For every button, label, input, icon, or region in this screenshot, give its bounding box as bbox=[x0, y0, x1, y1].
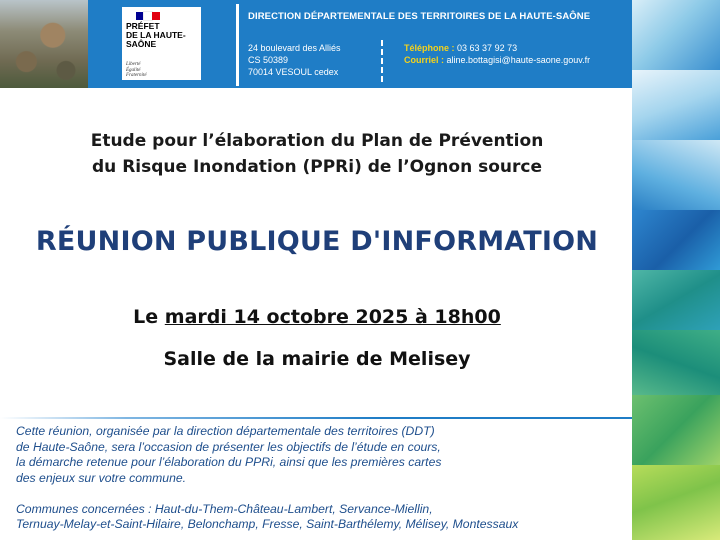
email-value[interactable]: aline.bottagisi@haute-saone.gouv.fr bbox=[446, 55, 591, 65]
decorative-mosaic bbox=[632, 0, 720, 540]
study-title bbox=[40, 128, 594, 180]
dotted-separator bbox=[381, 40, 383, 82]
town-photo bbox=[0, 0, 88, 88]
mosaic-tile bbox=[632, 270, 720, 330]
date-prefix: Le bbox=[133, 306, 159, 328]
note-spacer bbox=[16, 486, 626, 502]
section-rule bbox=[0, 417, 632, 419]
address-line: 24 boulevard des Alliés bbox=[248, 43, 341, 53]
mosaic-tile bbox=[632, 140, 720, 210]
phone-label: Téléphone : bbox=[404, 43, 455, 53]
address-line: 70014 VESOUL cedex bbox=[248, 67, 339, 77]
prefet-logo bbox=[122, 7, 201, 80]
republic-motto: Liberté Égalité Fraternité bbox=[126, 62, 147, 78]
email-label: Courriel : bbox=[404, 55, 445, 65]
postal-address bbox=[248, 42, 341, 78]
mosaic-tile bbox=[632, 70, 720, 140]
mosaic-tile bbox=[632, 0, 720, 70]
mosaic-tile bbox=[632, 465, 720, 540]
note-line: de Haute-Saône, sera l’occasion de présenter les objectifs de l’étude en cours, bbox=[16, 439, 441, 454]
meeting-headline: RÉUNION PUBLIQUE D'INFORMATION bbox=[35, 226, 599, 257]
note-line: la démarche retenue pour l’élaboration du PPRi, ainsi que les premières cartes bbox=[16, 455, 442, 469]
header-band bbox=[0, 0, 632, 88]
study-title-line: Etude pour l’élaboration du Plan de Prévention bbox=[90, 131, 544, 151]
logo-title: PRÉFET DE LA HAUTE- SAÔNE bbox=[126, 21, 186, 49]
note-line: des enjeux sur votre commune. bbox=[16, 470, 187, 485]
address-line: CS 50389 bbox=[248, 55, 289, 65]
email-row bbox=[404, 54, 590, 66]
mosaic-tile bbox=[632, 330, 720, 395]
note-line: Cette réunion, organisée par la direction départementale des territoires (DDT) bbox=[16, 424, 435, 438]
communes-line: Ternuay-Melay-et-Saint-Hilaire, Belonchamp, Fresse, Saint-Barthélemy, Mélisey, Montessaux bbox=[16, 517, 519, 531]
contact-block bbox=[404, 42, 590, 66]
phone-value[interactable]: 03 63 37 92 73 bbox=[457, 43, 518, 53]
meeting-venue: Salle de la mairie de Melisey bbox=[163, 348, 471, 370]
meeting-date bbox=[20, 306, 614, 328]
marianne-flag-icon bbox=[136, 12, 160, 20]
info-note bbox=[16, 424, 626, 533]
communes-line: Communes concernées : Haut-du-Them-Château-Lambert, Servance-Miellin, bbox=[16, 501, 433, 516]
department-name: DIRECTION DÉPARTEMENTALE DES TERRITOIRES DE LA HAUTE-SAÔNE bbox=[248, 11, 591, 22]
phone-row bbox=[404, 42, 590, 54]
mosaic-tile bbox=[632, 210, 720, 270]
header-divider bbox=[236, 4, 239, 86]
date-value: mardi 14 octobre 2025 à 18h00 bbox=[164, 306, 501, 328]
study-title-line: du Risque Inondation (PPRi) de l’Ognon source bbox=[92, 157, 542, 177]
mosaic-tile bbox=[632, 395, 720, 465]
